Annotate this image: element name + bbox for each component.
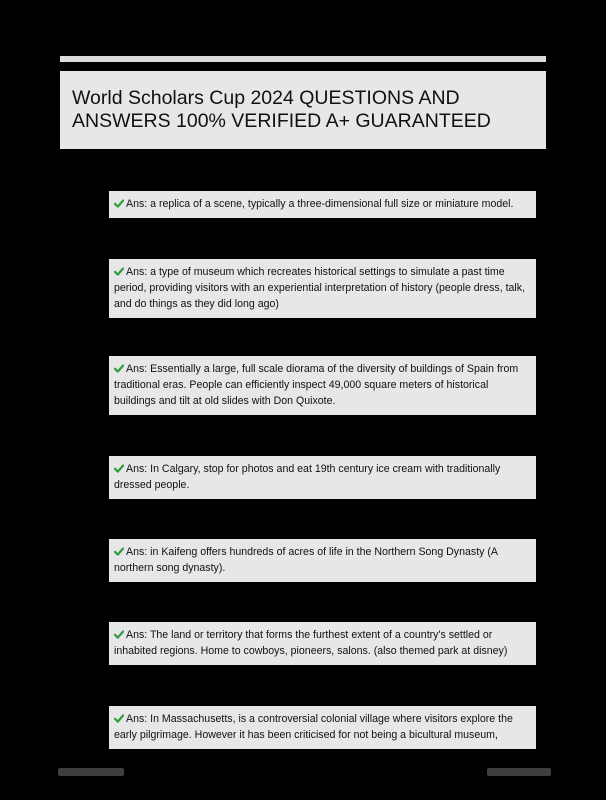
- answer-text: Ans: a replica of a scene, typically a three-dimensional full size or miniature model.: [126, 198, 514, 210]
- answer-text: Ans: In Calgary, stop for photos and eat 19th century ice cream with traditionally dressed people.: [114, 463, 501, 491]
- footer-site-mark: [58, 768, 124, 776]
- answer-card-4: [109, 456, 536, 499]
- answer-card-6: [109, 622, 536, 665]
- answer-card-7: [109, 706, 536, 749]
- answer-card-5: [109, 539, 536, 582]
- answer-card-2: [109, 259, 536, 318]
- check-icon: [114, 267, 124, 276]
- top-divider: [60, 56, 546, 62]
- check-icon: [114, 630, 124, 639]
- check-icon: [114, 464, 124, 473]
- page-title: World Scholars Cup 2024 QUESTIONS AND ANSWERS 100% VERIFIED A+ GUARANTEED: [72, 87, 491, 132]
- answer-text: Ans: In Massachusetts, is a controversial colonial village where visitors explore the early pilgrimage. However it has been criticised for not being a bicultural museum,: [114, 713, 513, 741]
- check-icon: [114, 547, 124, 556]
- footer-page-number: [487, 768, 551, 776]
- answer-text: Ans: Essentially a large, full scale diorama of the diversity of buildings of Spain from traditional eras. People can efficiently inspect 49,000 square meters of historical buildings and tilt at old slides with Don Quixote.: [114, 363, 519, 407]
- answer-text: Ans: in Kaifeng offers hundreds of acres of life in the Northern Song Dynasty (A northern song dynasty).: [114, 546, 498, 574]
- answer-text: Ans: The land or territory that forms the furthest extent of a country's settled or inhabited regions. Home to cowboys, pioneers, salons. (also themed park at disney): [114, 629, 508, 657]
- check-icon: [114, 714, 124, 723]
- check-icon: [114, 199, 124, 208]
- title-banner: [60, 71, 546, 149]
- check-icon: [114, 364, 124, 373]
- answer-card-3: [109, 356, 536, 415]
- answer-card-1: [109, 191, 536, 218]
- answer-text: Ans: a type of museum which recreates historical settings to simulate a past time period, providing visitors with an experiential interpretation of history (people dress, talk, and do things as they did long ago): [114, 266, 526, 310]
